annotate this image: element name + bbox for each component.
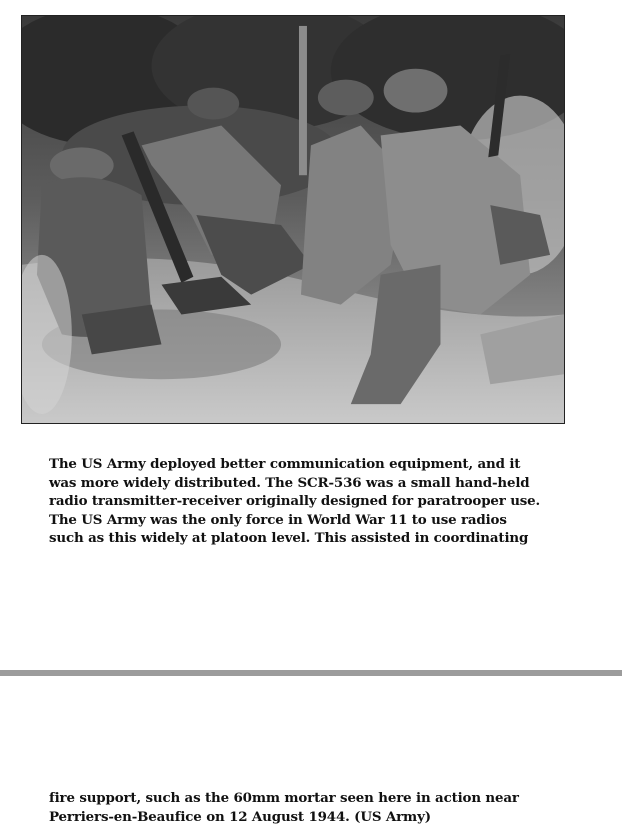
page-divider bbox=[0, 670, 622, 676]
caption-line: radio transmitter-receiver originally designed for paratrooper use. bbox=[49, 493, 541, 509]
caption-part-2 bbox=[49, 789, 549, 826]
caption-part-1 bbox=[49, 455, 549, 548]
caption-line: Perriers-en-Beaufice on 12 August 1944. (US Army) bbox=[49, 808, 431, 825]
photograph bbox=[21, 15, 565, 424]
caption-line: was more widely distributed. The SCR-536 was a small hand-held bbox=[49, 474, 530, 491]
caption-line: such as this widely at platoon level. This assisted in coordinating bbox=[49, 530, 529, 546]
caption-line: fire support, such as the 60mm mortar seen here in action near bbox=[49, 790, 519, 806]
caption-line: The US Army deployed better communication equipment, and it bbox=[49, 456, 521, 472]
caption-line: The US Army was the only force in World War 11 to use radios bbox=[49, 511, 507, 528]
soldiers-mortar-photo bbox=[22, 16, 564, 423]
